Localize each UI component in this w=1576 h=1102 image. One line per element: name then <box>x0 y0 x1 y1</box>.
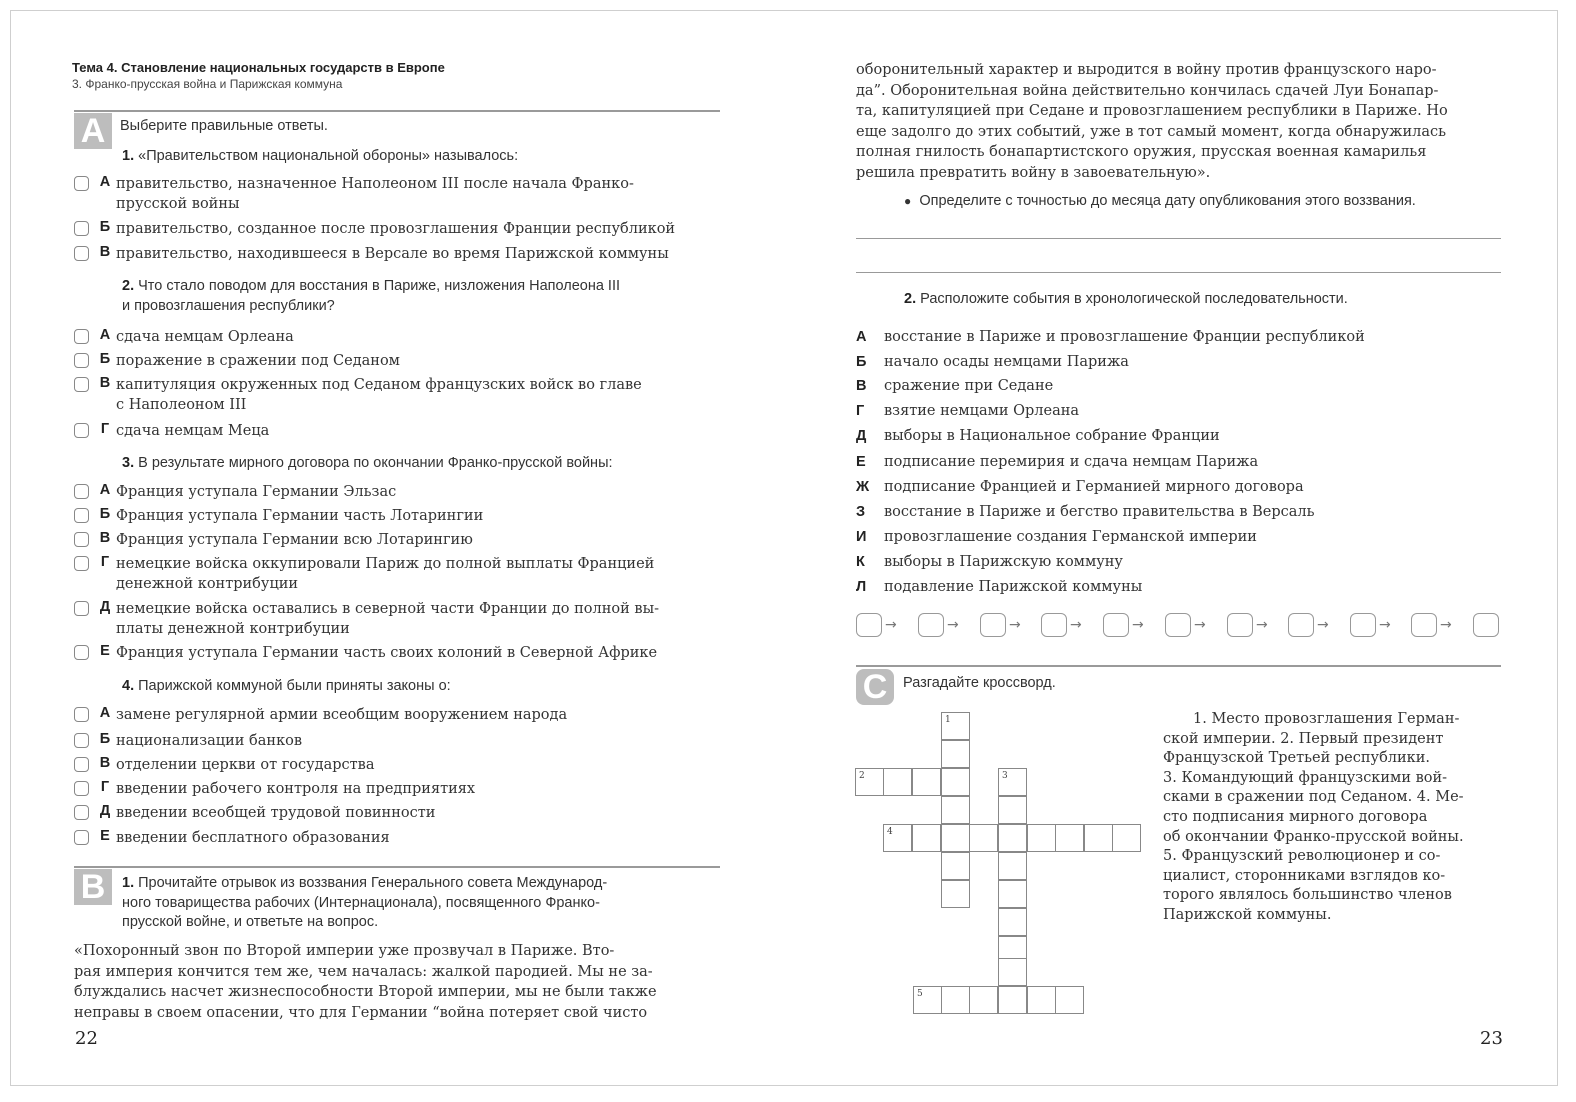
option-a3-a[interactable]: А Франция уступала Германии Эльзас <box>74 482 724 502</box>
event-e: Д выборы в Национальное собрание Франции <box>856 428 1220 444</box>
question-a4: 4. Парижской коммуной были приняты законы о: <box>122 678 451 694</box>
crossword-cell[interactable] <box>1055 986 1084 1014</box>
sequence-box[interactable] <box>1165 613 1191 637</box>
sequence-arrow: → <box>1317 617 1329 633</box>
crossword-cell[interactable] <box>1112 824 1141 852</box>
checkbox[interactable] <box>74 532 89 547</box>
event-i: И провозглашение создания Германской империи <box>856 529 1257 545</box>
option-a2-d[interactable]: Г сдача немцам Меца <box>74 421 724 441</box>
section-a-rule <box>74 110 720 112</box>
option-a4-e[interactable]: Д введении всеобщей трудовой повинности <box>74 803 724 823</box>
checkbox[interactable] <box>74 423 89 438</box>
quote-left: «Похоронный звон по Второй империи уже прозвучал в Париже. Вто- рая империя кончится тем же, чем началась: жалкой пародией. Мы не за- блуждались насчет жизнеспособности Второй империи, мы не были также неправы в своем опасении, что для Германии “война потеряет свой чисто <box>74 943 657 1021</box>
question-b1: 1. Прочитайте отрывок из воззвания Генерального совета Международ- ного товарищества рабочих (Интернационала), посвященного Франко- прусской войне, и ответьте на вопрос. <box>122 875 608 930</box>
option-a3-f[interactable]: Е Франция уступала Германии часть своих колоний в Северной Африке <box>74 643 724 663</box>
checkbox[interactable] <box>74 221 89 236</box>
sequence-arrow: → <box>1009 617 1021 633</box>
checkbox[interactable] <box>74 601 89 616</box>
option-a2-a[interactable]: А сдача немцам Орлеана <box>74 327 724 347</box>
crossword-cell[interactable] <box>941 880 970 908</box>
sequence-box[interactable] <box>856 613 882 637</box>
section-b-badge: В <box>74 869 112 905</box>
checkbox[interactable] <box>74 484 89 499</box>
option-a1-a[interactable]: А правительство, назначенное Наполеоном III после начала Франко- прусской войны <box>74 174 724 214</box>
sequence-arrow: → <box>1379 617 1391 633</box>
crossword-cell[interactable] <box>941 768 970 796</box>
option-a1-b[interactable]: Б правительство, созданное после провозглашения Франции республикой <box>74 219 724 239</box>
sequence-arrow: → <box>885 617 897 633</box>
crossword-cell[interactable] <box>969 986 998 1014</box>
checkbox[interactable] <box>74 707 89 722</box>
sequence-arrow: → <box>1070 617 1082 633</box>
checkbox[interactable] <box>74 781 89 796</box>
crossword-cell[interactable] <box>998 880 1027 908</box>
option-a2-c[interactable]: В капитуляция окруженных под Седаном французских войск во главе с Наполеоном III <box>74 375 724 415</box>
option-a4-c[interactable]: В отделении церкви от государства <box>74 755 724 775</box>
checkbox[interactable] <box>74 645 89 660</box>
option-a4-b[interactable]: Б национализации банков <box>74 731 724 751</box>
subtopic-title: 3. Франко-прусская война и Парижская коммуна <box>72 77 343 91</box>
section-a-instruction: Выберите правильные ответы. <box>120 118 328 134</box>
crossword-cell[interactable] <box>941 740 970 768</box>
section-c-rule <box>856 665 1501 667</box>
checkbox[interactable] <box>74 329 89 344</box>
section-c-badge: С <box>856 669 894 705</box>
crossword-cell[interactable] <box>941 796 970 824</box>
crossword-cell[interactable] <box>998 986 1027 1014</box>
crossword-cell[interactable] <box>941 986 970 1014</box>
crossword-cell[interactable] <box>1027 824 1056 852</box>
sequence-arrow: → <box>1194 617 1206 633</box>
sequence-box[interactable] <box>1227 613 1253 637</box>
checkbox[interactable] <box>74 508 89 523</box>
crossword-cell[interactable] <box>998 824 1027 852</box>
checkbox[interactable] <box>74 246 89 261</box>
option-a3-d[interactable]: Г немецкие войска оккупировали Париж до полной выплаты Францией денежной контрибуции <box>74 554 724 594</box>
section-a-badge: А <box>74 113 112 149</box>
option-a3-b[interactable]: Б Франция уступала Германии часть Лотарингии <box>74 506 724 526</box>
sequence-box[interactable] <box>1350 613 1376 637</box>
option-a2-b[interactable]: Б поражение в сражении под Седаном <box>74 351 724 371</box>
sequence-box[interactable] <box>1103 613 1129 637</box>
answer-line-2[interactable] <box>856 272 1501 273</box>
crossword-cell[interactable] <box>998 958 1027 986</box>
crossword-cell[interactable] <box>941 824 970 852</box>
checkbox[interactable] <box>74 757 89 772</box>
event-f: Е подписание перемирия и сдача немцам Парижа <box>856 454 1259 470</box>
checkbox[interactable] <box>74 830 89 845</box>
crossword-cell[interactable] <box>883 768 912 796</box>
event-k: Л подавление Парижской коммуны <box>856 579 1143 595</box>
event-a: А восстание в Париже и провозглашение Франции республикой <box>856 329 1365 345</box>
crossword-cell[interactable] <box>998 796 1027 824</box>
question-a2: 2. Что стало поводом для восстания в Париже, низложения Наполеона III и провозглашения республики? <box>122 278 621 314</box>
answer-line-1[interactable] <box>856 238 1501 239</box>
crossword-number: 2 <box>859 771 865 781</box>
sequence-arrow: → <box>1256 617 1268 633</box>
quote-right: оборонительный характер и выродится в войну против французского наро- да”. Оборонительная война действительно кончилась сдачей Луи Бонапар- та, капитуляцией при Седане и провозглашением республики в Париже. Но еще задолго до этих событий, уже в тот самый момент, когда обнаружилась полная гнилость бонапартистского оружия, прусская военная камарилья решила превратить войну в завоевательную». <box>856 62 1448 181</box>
sequence-box[interactable] <box>1041 613 1067 637</box>
topic-title: Тема 4. Становление национальных государств в Европе <box>72 60 445 75</box>
crossword-number: 4 <box>887 827 893 837</box>
event-d: Г взятие немцами Орлеана <box>856 403 1080 419</box>
bullet-question: ● Определите с точностью до месяца дату опубликования этого воззвания. <box>904 193 1416 209</box>
section-c-instruction: Разгадайте кроссворд. <box>903 675 1056 691</box>
sequence-arrow: → <box>947 617 959 633</box>
sequence-box[interactable] <box>918 613 944 637</box>
checkbox[interactable] <box>74 805 89 820</box>
crossword-cell[interactable] <box>941 852 970 880</box>
crossword-cell[interactable] <box>1084 824 1113 852</box>
event-g: Ж подписание Францией и Германией мирного договора <box>856 479 1304 495</box>
section-b-rule <box>74 866 720 868</box>
checkbox[interactable] <box>74 733 89 748</box>
question-b2: 2. Расположите события в хронологической последовательности. <box>904 291 1348 307</box>
crossword-cell[interactable] <box>912 768 941 796</box>
crossword-cell[interactable] <box>1027 986 1056 1014</box>
sequence-box[interactable] <box>1411 613 1437 637</box>
event-c: В сражение при Седане <box>856 378 1054 394</box>
question-a3: 3. В результате мирного договора по окончании Франко-прусской войны: <box>122 455 613 471</box>
event-h: З восстание в Париже и бегство правительства в Версаль <box>856 504 1315 520</box>
checkbox[interactable] <box>74 353 89 368</box>
option-a4-d[interactable]: Г введении рабочего контроля на предприятиях <box>74 779 724 799</box>
crossword-number: 5 <box>917 989 923 999</box>
crossword-cell[interactable] <box>1055 824 1084 852</box>
crossword-cell[interactable] <box>998 908 1027 936</box>
checkbox[interactable] <box>74 176 89 191</box>
option-a3-e[interactable]: Д немецкие войска оставались в северной части Франции до полной вы- платы денежной контрибуции <box>74 599 724 639</box>
option-a1-c[interactable]: В правительство, находившееся в Версале во время Парижской коммуны <box>74 244 724 264</box>
question-a1: 1. «Правительством национальной обороны» называлось: <box>122 148 519 164</box>
crossword-number: 1 <box>945 715 951 725</box>
event-b: Б начало осады немцами Парижа <box>856 354 1129 370</box>
option-a3-c[interactable]: В Франция уступала Германии всю Лотарингию <box>74 530 724 550</box>
sequence-box[interactable] <box>1288 613 1314 637</box>
option-a4-f[interactable]: Е введении бесплатного образования <box>74 828 724 848</box>
sequence-box[interactable] <box>1473 613 1499 637</box>
event-j: К выборы в Парижскую коммуну <box>856 554 1123 570</box>
sequence-arrow: → <box>1132 617 1144 633</box>
page-number-left: 22 <box>75 1028 98 1049</box>
crossword-number: 3 <box>1002 771 1008 781</box>
crossword-cell[interactable] <box>998 852 1027 880</box>
crossword-cell[interactable] <box>969 824 998 852</box>
sequence-arrow: → <box>1440 617 1452 633</box>
option-a4-a[interactable]: А замене регулярной армии всеобщим вооружением народа <box>74 705 724 725</box>
sequence-box[interactable] <box>980 613 1006 637</box>
crossword-clues: 1. Место провозглашения Герман- ской империи. 2. Первый президент Французской Третьей республики. 3. Командующий французскими вой- сками в сражении под Седаном. 4. Ме- сто подписания мирного договора об окончании Франко-прусской войны. 5. Французский революционер и со- циалист, сторонниками взглядов ко- торого являлось большинство членов Парижской коммуны. <box>1163 711 1464 923</box>
page-number-right: 23 <box>1480 1028 1503 1049</box>
checkbox[interactable] <box>74 377 89 392</box>
checkbox[interactable] <box>74 556 89 571</box>
crossword-cell[interactable] <box>912 824 941 852</box>
